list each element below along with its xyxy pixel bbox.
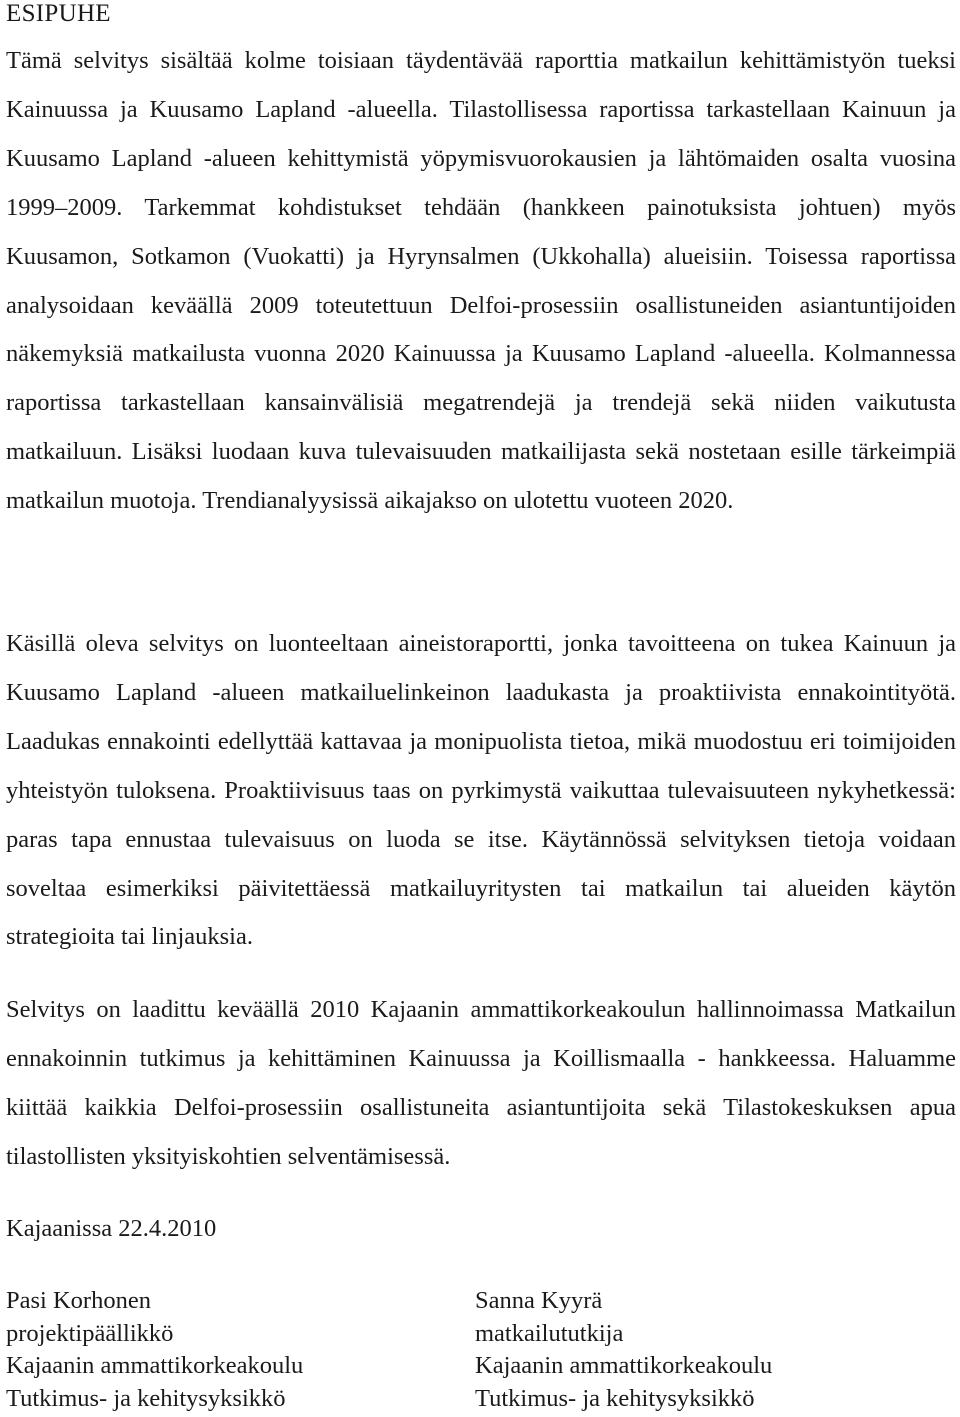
signer-role: matkailututkija	[475, 1319, 624, 1347]
signer-organization: Kajaanin ammattikorkeakoulu	[6, 1352, 304, 1379]
paragraph-acknowledgements: Selvitys on laadittu keväällä 2010 Kajaanin ammattikorkeakoulun hallinnoimassa Matkailun ennakoinnin tutkimus ja kehittäminen Kainuussa ja Koillismaalla - hankkeessa. Haluamme kiittää kaikkia Delfoi-prosessiin osallistuneita asiantuntijoita sekä Tilastokeskuksen apua tilastollisten yksityiskohtien selventämisessä.	[6, 996, 956, 1170]
signature-block-left	[6, 1285, 303, 1415]
signer-organization: Kajaanin ammattikorkeakoulu	[475, 1352, 773, 1379]
paragraph-purpose: Käsillä oleva selvitys on luonteeltaan aineistoraportti, jonka tavoitteena on tukea Kainuun ja Kuusamo Lapland -alueen matkailuelinkeinon laadukasta ja proaktiivista ennakointityötä. Laadukas ennakointi edellyttää kattavaa ja monipuolista tietoa, mikä muodostuu eri toimijoiden yhteistyön tuloksena. Proaktiivisuus taas on pyrkimystä vaikuttaa tulevaisuuteen nykyhetkessä: paras tapa ennustaa tulevaisuus on luoda se itse. Käytännössä selvityksen tietoja voidaan soveltaa esimerkiksi päivitettäessä matkailuyritysten tai matkailun tai alueiden käytön strategioita tai linjauksia.	[6, 630, 956, 951]
signer-unit: Tutkimus- ja kehitysyksikkö	[475, 1384, 755, 1412]
page-title: ESIPUHE	[6, 0, 111, 27]
signer-name: Pasi Korhonen	[6, 1287, 151, 1314]
signer-role: projektipäällikkö	[6, 1319, 174, 1347]
paragraph-intro: Tämä selvitys sisältää kolme toisiaan täydentävää raporttia matkailun kehittämistyön tueksi Kainuussa ja Kuusamo Lapland -alueella. Tilastollisessa raportissa tarkastellaan Kainuun ja Kuusamo Lapland -alueen kehittymistä yöpymisvuorokausien ja lähtömaiden osalta vuosina 1999–2009. Tarkemmat kohdistukset tehdään (hankkeen painotuksista johtuen) myös Kuusamon, Sotkamon (Vuokatti) ja Hyrynsalmen (Ukkohalla) alueisiin. Toisessa raportissa analysoidaan keväällä 2009 toteutettuun Delfoi-prosessiin osallistuneiden asiantuntijoiden näkemyksiä matkailusta vuonna 2020 Kainuussa ja Kuusamo Lapland -alueella. Kolmannessa raportissa tarkastellaan kansainvälisiä megatrendejä ja trendejä sekä niiden vaikutusta matkailuun. Lisäksi luodaan kuva tulevaisuuden matkailijasta sekä nostetaan esille tärkeimpiä matkailun muotoja. Trendianalyysissä aikajakso on ulotettu vuoteen 2020.	[6, 47, 956, 515]
signer-unit: Tutkimus- ja kehitysyksikkö	[6, 1384, 286, 1412]
signature-block-right	[475, 1285, 772, 1415]
place-date: Kajaanissa 22.4.2010	[6, 1215, 217, 1242]
signer-name: Sanna Kyyrä	[475, 1287, 603, 1314]
